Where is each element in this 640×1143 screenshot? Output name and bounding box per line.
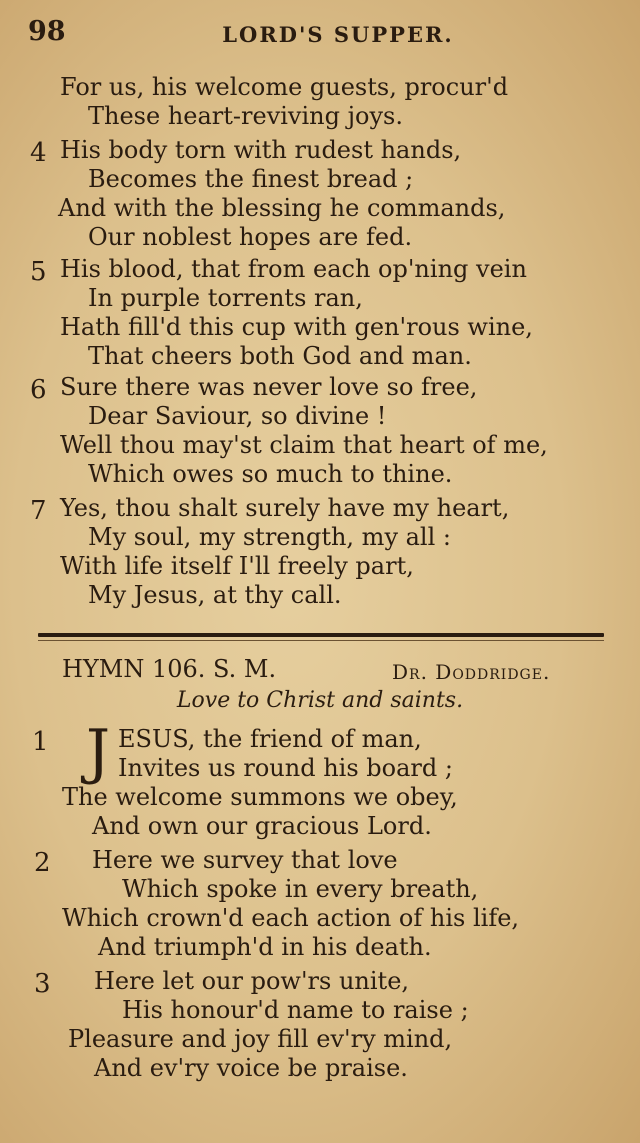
verse-number: 4 <box>30 138 47 168</box>
verse-number: 1 <box>32 727 49 757</box>
page-header <box>28 16 612 56</box>
verse-line: And triumph'd in his death. <box>98 933 432 961</box>
verse-line: Hath fill'd this cup with gen'rous wine, <box>60 313 533 341</box>
verse-line: Invites us round his board ; <box>118 754 453 782</box>
verse-line: Pleasure and joy fill ev'ry mind, <box>68 1025 453 1053</box>
verse-line: And own our gracious Lord. <box>92 812 432 840</box>
verse-line: Which crown'd each action of his life, <box>62 904 520 932</box>
verse-number: 5 <box>30 257 47 287</box>
hymn-author: Dr. Doddridge. <box>392 660 551 684</box>
verse-line: And ev'ry voice be praise. <box>94 1054 408 1082</box>
verse-line: That cheers both God and man. <box>88 342 472 370</box>
verse-line: Here we survey that love <box>92 846 398 874</box>
verse-number: 2 <box>34 848 51 878</box>
verse-line: Yes, thou shalt surely have my heart, <box>60 494 510 522</box>
verse-line: Dear Saviour, so divine ! <box>88 402 387 430</box>
verse-line: His honour'd name to raise ; <box>122 996 469 1024</box>
verse-number: 3 <box>34 969 51 999</box>
hymn-heading: HYMN 106. S. M. <box>62 655 277 683</box>
verse-line: Our noblest hopes are fed. <box>88 223 413 251</box>
drop-cap: J <box>86 717 111 787</box>
verse-line: The welcome summons we obey, <box>62 783 458 811</box>
section-divider-thin <box>38 640 604 641</box>
verse-line: Sure there was never love so free, <box>60 373 478 401</box>
verse-line: Which owes so much to thine. <box>88 460 453 488</box>
verse-number: 7 <box>30 496 47 526</box>
verse-line: These heart-reviving joys. <box>88 102 403 130</box>
verse-line: And with the blessing he commands, <box>58 194 506 222</box>
verse-line: Here let our pow'rs unite, <box>94 967 410 995</box>
verse-line: My Jesus, at thy call. <box>88 581 342 609</box>
running-title: LORD'S SUPPER. <box>222 22 454 47</box>
verse-line: Becomes the finest bread ; <box>88 165 414 193</box>
page-number: 98 <box>28 16 66 47</box>
verse-line: My soul, my strength, my all : <box>88 523 451 551</box>
hymn-subtitle: Love to Christ and saints. <box>176 688 464 713</box>
verse-line: For us, his welcome guests, procur'd <box>60 73 509 101</box>
section-divider <box>38 633 604 637</box>
verse-line: His blood, that from each op'ning vein <box>60 255 527 283</box>
verse-line: ESUS, the friend of man, <box>118 725 422 753</box>
verse-line: In purple torrents ran, <box>88 284 363 312</box>
verse-line: With life itself I'll freely part, <box>60 552 414 580</box>
verse-line: Well thou may'st claim that heart of me, <box>60 431 548 459</box>
verse-number: 6 <box>30 375 47 405</box>
verse-line: His body torn with rudest hands, <box>60 136 462 164</box>
verse-line: Which spoke in every breath, <box>122 875 479 903</box>
